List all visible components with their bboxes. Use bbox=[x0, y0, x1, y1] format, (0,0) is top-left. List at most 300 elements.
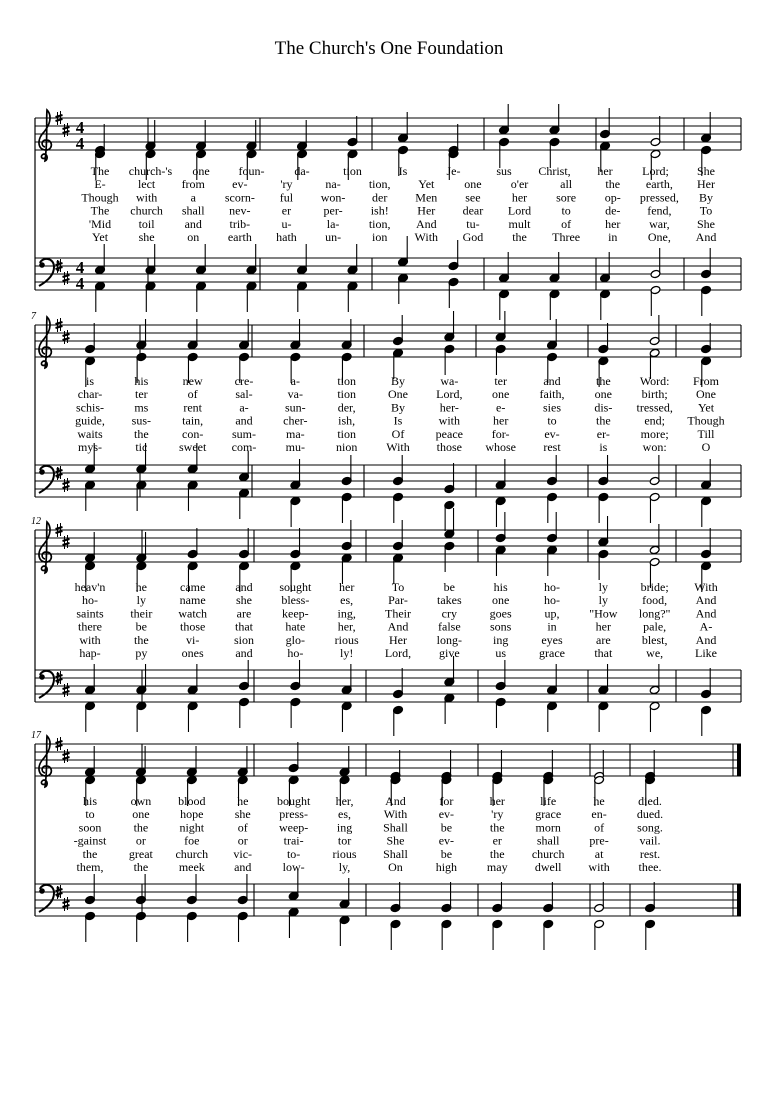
note bbox=[444, 541, 455, 572]
note bbox=[136, 664, 147, 695]
lyric-syllable: cher- bbox=[283, 413, 308, 428]
lyric-syllable: war, bbox=[649, 216, 670, 231]
lyric-syllable: Like bbox=[695, 646, 717, 660]
lyric-syllable: all bbox=[560, 177, 573, 192]
lyric-syllable: waits bbox=[77, 426, 103, 441]
lyric-syllable: on bbox=[187, 230, 200, 244]
note bbox=[598, 455, 609, 486]
note bbox=[145, 120, 156, 151]
lyric-syllable: soon bbox=[78, 820, 102, 835]
note bbox=[393, 520, 404, 551]
lyric-syllable: Word: bbox=[639, 374, 670, 388]
lyric-syllable: be bbox=[443, 580, 455, 594]
lyric-syllable: With bbox=[694, 580, 718, 594]
lyric-syllable: church-'s bbox=[128, 164, 173, 178]
lyric-syllable: there bbox=[78, 619, 102, 634]
lyric-syllable: blest, bbox=[641, 632, 668, 647]
note bbox=[495, 545, 506, 576]
lyric-syllable: grace bbox=[535, 807, 562, 822]
note bbox=[136, 319, 147, 350]
lyric-syllable: Her bbox=[389, 632, 407, 647]
lyric-syllable: up, bbox=[544, 606, 560, 621]
note bbox=[543, 919, 554, 950]
lyric-syllable: thee. bbox=[638, 860, 662, 874]
note bbox=[290, 319, 301, 350]
lyric-syllable: of bbox=[187, 387, 198, 402]
lyric-syllable: or bbox=[135, 833, 146, 848]
note bbox=[645, 882, 656, 913]
time-signature-top: 4 bbox=[75, 258, 85, 277]
lyric-syllable: her bbox=[511, 190, 528, 205]
lyric-syllable: ho- bbox=[82, 593, 98, 608]
note bbox=[543, 882, 554, 913]
lyric-syllable: dis- bbox=[594, 400, 613, 415]
lyric-syllable: To bbox=[391, 580, 405, 594]
note bbox=[441, 919, 452, 950]
bass-staff bbox=[35, 258, 741, 290]
lyric-syllable: un- bbox=[325, 230, 342, 244]
lyric-syllable: she bbox=[234, 807, 251, 822]
lyric-syllable: his bbox=[493, 580, 508, 594]
lyric-syllable: na- bbox=[325, 177, 341, 192]
lyric-syllable: o'er bbox=[510, 177, 529, 192]
lyric-syllable: those bbox=[436, 440, 463, 454]
note bbox=[547, 664, 558, 695]
note bbox=[444, 344, 455, 375]
lyric-syllable: ter bbox=[494, 374, 507, 388]
lyric-syllable: takes bbox=[437, 593, 462, 608]
note bbox=[288, 870, 299, 901]
lyric-syllable: ho- bbox=[544, 593, 560, 608]
lyric-syllable: and bbox=[543, 374, 561, 388]
note bbox=[237, 911, 248, 942]
lyric-syllable: ev- bbox=[232, 177, 248, 192]
lyric-syllable: con- bbox=[182, 426, 204, 441]
lyric-syllable: her bbox=[489, 794, 505, 808]
lyric-syllable: hope bbox=[180, 807, 204, 822]
lyric-syllable: ter bbox=[135, 387, 148, 402]
lyric-syllable: her bbox=[605, 216, 621, 231]
lyric-syllable: a- bbox=[290, 374, 300, 388]
note bbox=[85, 874, 96, 905]
lyric-syllable: And bbox=[695, 593, 717, 608]
note bbox=[649, 524, 660, 555]
note bbox=[85, 532, 96, 563]
note bbox=[237, 746, 248, 777]
lyric-syllable: to- bbox=[286, 846, 301, 861]
note bbox=[499, 104, 510, 135]
lyric-syllable: "How bbox=[589, 606, 618, 621]
lyric-syllable: a bbox=[190, 190, 196, 205]
lyric-syllable: ms bbox=[134, 400, 149, 415]
lyric-syllable: vi- bbox=[185, 632, 200, 647]
lyric-syllable: Though bbox=[81, 190, 119, 205]
lyric-syllable: are bbox=[236, 606, 252, 621]
lyric-syllable: ly bbox=[136, 593, 147, 608]
lyric-syllable: the bbox=[512, 230, 527, 244]
lyric-syllable: the bbox=[133, 860, 149, 874]
lyric-syllable: and bbox=[234, 860, 252, 874]
lyric-syllable: nion bbox=[335, 440, 358, 454]
note bbox=[85, 664, 96, 695]
lyric-syllable: sons bbox=[489, 619, 512, 634]
lyric-syllable: cry bbox=[441, 606, 457, 621]
note bbox=[196, 281, 207, 312]
lyric-syllable: Yet bbox=[697, 400, 715, 415]
note bbox=[393, 668, 404, 699]
hymn-title: The Church's One Foundation bbox=[274, 38, 504, 59]
lyric-syllable: The bbox=[90, 203, 110, 218]
lyric-syllable: Their bbox=[385, 606, 411, 621]
lyric-syllable: dwell bbox=[534, 860, 562, 874]
lyric-syllable: pressed, bbox=[639, 190, 679, 205]
lyric-syllable: hate bbox=[285, 619, 306, 634]
note bbox=[290, 660, 301, 691]
lyric-syllable: Shall bbox=[383, 846, 408, 861]
final-barline bbox=[737, 744, 741, 776]
note bbox=[187, 701, 198, 732]
lyric-syllable: her- bbox=[439, 400, 459, 415]
note bbox=[187, 480, 198, 511]
lyric-syllable: rious bbox=[334, 632, 359, 647]
lyric-syllable: one bbox=[132, 807, 150, 822]
sharp-accidental bbox=[63, 749, 70, 763]
note bbox=[448, 240, 459, 271]
lyric-syllable: She bbox=[697, 216, 715, 231]
note bbox=[246, 120, 257, 151]
note bbox=[85, 323, 96, 354]
lyric-syllable: One bbox=[388, 387, 408, 402]
lyric-syllable: she bbox=[138, 230, 155, 244]
lyric-syllable: fend, bbox=[647, 203, 672, 218]
lyric-syllable: On bbox=[388, 860, 403, 874]
lyric-syllable: ish, bbox=[338, 413, 356, 428]
note bbox=[650, 116, 661, 147]
lyric-syllable: schis- bbox=[76, 400, 104, 415]
lyric-syllable: press- bbox=[279, 807, 308, 822]
lyric-syllable: goes bbox=[489, 606, 512, 621]
lyric-syllable: she bbox=[236, 593, 252, 608]
lyric-syllable: rious bbox=[332, 846, 357, 861]
lyric-syllable: be bbox=[135, 619, 147, 634]
lyric-syllable: la- bbox=[326, 216, 340, 231]
note bbox=[290, 697, 301, 728]
note bbox=[339, 746, 350, 777]
note bbox=[499, 252, 510, 283]
lyric-syllable: peace bbox=[435, 426, 463, 441]
note bbox=[393, 492, 404, 523]
lyric-syllable: ev- bbox=[438, 807, 455, 822]
lyric-syllable: for- bbox=[491, 426, 510, 441]
lyric-syllable: ma- bbox=[286, 426, 305, 441]
lyric-syllable: us bbox=[495, 646, 507, 660]
lyric-syllable: and bbox=[235, 646, 253, 660]
lyric-syllable: tu- bbox=[466, 216, 480, 231]
lyric-syllable: Par- bbox=[388, 593, 408, 608]
note bbox=[495, 311, 506, 342]
lyric-syllable: morn bbox=[535, 820, 561, 835]
lyric-syllable: rest. bbox=[639, 846, 661, 861]
lyric-syllable: in bbox=[608, 230, 618, 244]
lyric-syllable: per- bbox=[323, 203, 343, 218]
lyric-syllable: the bbox=[133, 632, 149, 647]
lyric-syllable: Three bbox=[552, 230, 581, 244]
final-barline bbox=[737, 884, 741, 916]
note bbox=[549, 104, 560, 135]
measure-number: 12 bbox=[31, 516, 41, 527]
lyric-syllable: dear bbox=[462, 203, 484, 218]
note bbox=[393, 455, 404, 486]
note bbox=[444, 656, 455, 687]
lyric-syllable: Till bbox=[697, 426, 715, 441]
lyric-syllable: mu- bbox=[285, 440, 306, 454]
lyric-syllable: false bbox=[438, 619, 461, 634]
lyric-syllable: ones bbox=[181, 646, 204, 660]
lyric-syllable: with bbox=[135, 190, 158, 205]
note bbox=[398, 273, 409, 304]
lyric-syllable: ing, bbox=[337, 606, 356, 621]
note bbox=[701, 248, 712, 279]
lyric-syllable: at bbox=[594, 846, 604, 861]
note bbox=[549, 289, 560, 320]
lyric-syllable: give bbox=[438, 646, 460, 660]
lyric-syllable: Shall bbox=[383, 820, 408, 835]
lyric-syllable: wa- bbox=[440, 374, 459, 388]
lyric-syllable: der bbox=[372, 190, 388, 205]
note bbox=[600, 289, 611, 320]
lyric-syllable: long- bbox=[436, 632, 463, 647]
lyric-syllable: sum- bbox=[232, 426, 256, 441]
note bbox=[547, 455, 558, 486]
note bbox=[136, 480, 147, 511]
note bbox=[186, 911, 197, 942]
note bbox=[448, 277, 459, 308]
note bbox=[237, 874, 248, 905]
lyric-syllable: tion bbox=[343, 164, 362, 178]
lyric-syllable: Yet bbox=[418, 177, 435, 192]
lyric-syllable: hap- bbox=[79, 646, 101, 660]
lyric-syllable: he bbox=[237, 794, 249, 808]
lyric-syllable: Her bbox=[697, 177, 715, 192]
lyric-syllable: rent bbox=[183, 400, 202, 415]
note bbox=[701, 112, 712, 143]
lyric-syllable: tion bbox=[337, 387, 357, 402]
lyric-syllable: tor bbox=[337, 833, 352, 848]
note bbox=[594, 882, 605, 913]
note bbox=[187, 528, 198, 559]
lyric-syllable: pale, bbox=[643, 619, 667, 634]
note bbox=[650, 248, 661, 279]
lyric-syllable: char- bbox=[77, 387, 103, 402]
lyric-syllable: shall bbox=[181, 203, 205, 218]
lyric-syllable: ly bbox=[598, 580, 609, 594]
note bbox=[645, 919, 656, 950]
lyric-syllable: And bbox=[695, 230, 717, 244]
lyric-syllable: one bbox=[594, 387, 612, 402]
lyric-syllable: sore bbox=[556, 190, 577, 205]
lyric-syllable: sweet bbox=[179, 440, 207, 454]
lyric-syllable: u- bbox=[281, 216, 292, 231]
lyric-syllable: came bbox=[180, 580, 206, 594]
lyric-syllable: night bbox=[179, 820, 205, 835]
note bbox=[649, 492, 660, 523]
lyric-syllable: Of bbox=[391, 426, 405, 441]
lyric-syllable: E- bbox=[94, 177, 106, 192]
lyric-syllable: sun- bbox=[284, 400, 306, 415]
lyric-syllable: the bbox=[133, 426, 149, 441]
lyric-syllable: tain, bbox=[182, 413, 204, 428]
lyric-syllable: er bbox=[281, 203, 292, 218]
bass-staff bbox=[35, 670, 741, 702]
lyric-syllable: those bbox=[179, 619, 206, 634]
note bbox=[390, 882, 401, 913]
measure-number: 7 bbox=[31, 311, 36, 322]
lyric-syllable: more; bbox=[640, 426, 669, 441]
note bbox=[347, 244, 358, 275]
lyric-syllable: song. bbox=[637, 820, 663, 835]
lyric-syllable: py bbox=[135, 646, 148, 660]
lyric-syllable: to bbox=[85, 807, 95, 822]
lyric-syllable: eyes bbox=[541, 632, 563, 647]
lyric-syllable: low- bbox=[282, 860, 305, 874]
lyric-syllable: church bbox=[175, 846, 209, 861]
lyric-syllable: faith, bbox=[539, 387, 565, 402]
note bbox=[288, 907, 299, 938]
lyric-syllable: op- bbox=[604, 190, 621, 205]
lyric-syllable: is bbox=[599, 440, 608, 454]
note bbox=[649, 315, 660, 346]
lyric-syllable: whose bbox=[485, 440, 517, 454]
note bbox=[288, 742, 299, 773]
system-1 bbox=[35, 104, 741, 320]
note bbox=[187, 319, 198, 350]
lyric-syllable: meek bbox=[178, 860, 205, 874]
lyric-syllable: sion bbox=[233, 632, 255, 647]
lyric-syllable: may bbox=[486, 860, 508, 874]
lyric-syllable: with bbox=[438, 413, 461, 428]
lyric-syllable: sought bbox=[279, 580, 312, 594]
lyric-syllable: Is bbox=[393, 413, 403, 428]
lyric-syllable: his bbox=[82, 794, 98, 808]
sharp-accidental bbox=[63, 330, 70, 344]
note bbox=[495, 660, 506, 691]
lyric-syllable: O bbox=[701, 440, 711, 454]
lyric-syllable: life bbox=[540, 794, 557, 808]
note bbox=[594, 919, 605, 950]
system-4 bbox=[31, 730, 741, 950]
lyric-syllable: bought bbox=[276, 794, 311, 808]
lyric-syllable: and bbox=[235, 413, 253, 428]
lyric-syllable: and bbox=[184, 216, 202, 231]
lyric-syllable: pre- bbox=[589, 833, 609, 848]
note bbox=[85, 480, 96, 511]
sharp-accidental bbox=[63, 683, 70, 697]
sharp-accidental bbox=[63, 897, 70, 911]
lyric-syllable: nev- bbox=[229, 203, 251, 218]
lyric-syllable: Lord, bbox=[436, 387, 463, 402]
lyric-syllable: earth bbox=[227, 230, 252, 244]
note bbox=[145, 244, 156, 275]
lyric-syllable: her bbox=[595, 619, 611, 634]
lyric-syllable: for bbox=[439, 794, 454, 808]
lyric-syllable: trib- bbox=[229, 216, 251, 231]
note bbox=[85, 701, 96, 732]
lyric-syllable: blood bbox=[178, 794, 206, 808]
treble-staff bbox=[35, 325, 741, 357]
lyric-syllable: earth, bbox=[645, 177, 673, 192]
lyric-syllable: hath bbox=[276, 230, 297, 244]
lyric-syllable: sus- bbox=[131, 413, 152, 428]
lyric-syllable: Je- bbox=[446, 164, 461, 178]
lyric-syllable: ho- bbox=[287, 646, 304, 660]
note bbox=[495, 459, 506, 490]
lyric-syllable: By bbox=[390, 374, 406, 388]
lyric-syllable: weep- bbox=[278, 820, 309, 835]
note bbox=[339, 878, 350, 909]
lyric-syllable: guide, bbox=[75, 413, 105, 428]
lyric-syllable: es, bbox=[340, 593, 354, 608]
lyric-syllable: ful bbox=[279, 190, 294, 205]
system-2 bbox=[31, 311, 741, 531]
lyric-syllable: her bbox=[597, 164, 613, 178]
lyric-syllable: of bbox=[561, 216, 572, 231]
lyric-syllable: bride; bbox=[640, 580, 669, 594]
note bbox=[341, 319, 352, 350]
note bbox=[297, 244, 308, 275]
note bbox=[297, 281, 308, 312]
lyric-syllable: er- bbox=[596, 426, 610, 441]
note bbox=[136, 532, 147, 563]
note bbox=[341, 520, 352, 551]
lyric-syllable: that bbox=[594, 646, 613, 660]
lyric-syllable: and bbox=[235, 580, 253, 594]
note bbox=[701, 285, 712, 316]
lyric-syllable: birth; bbox=[641, 387, 668, 402]
lyric-syllable: bless- bbox=[281, 593, 310, 608]
lyric-syllable: Yet bbox=[91, 230, 109, 244]
lyric-syllable: vail. bbox=[639, 833, 661, 848]
lyric-syllable: -gainst bbox=[73, 833, 107, 848]
lyric-syllable: the bbox=[595, 374, 611, 388]
lyric-syllable: tion, bbox=[368, 177, 391, 192]
lyric-syllable: to bbox=[547, 413, 557, 428]
lyric-syllable: From bbox=[692, 374, 720, 388]
lyric-syllable: ly, bbox=[338, 860, 351, 874]
time-signature-bottom: 4 bbox=[75, 134, 85, 153]
lyric-syllable: cre- bbox=[234, 374, 254, 388]
lyric-syllable: that bbox=[235, 619, 253, 634]
lyric-syllable: one bbox=[492, 387, 510, 402]
note bbox=[341, 701, 352, 732]
lyric-syllable: Lord; bbox=[642, 164, 669, 178]
note bbox=[398, 112, 409, 143]
note bbox=[290, 528, 301, 559]
lyric-syllable: in bbox=[547, 619, 557, 634]
lyric-syllable: With bbox=[383, 807, 408, 822]
lyric-syllable: of bbox=[594, 820, 605, 835]
note bbox=[495, 697, 506, 728]
lyric-syllable: va- bbox=[287, 387, 303, 402]
sharp-accidental bbox=[63, 271, 70, 285]
note bbox=[239, 660, 250, 691]
lyric-syllable: dued. bbox=[636, 807, 664, 822]
note bbox=[186, 874, 197, 905]
lyric-syllable: Is bbox=[398, 164, 408, 178]
lyric-syllable: high bbox=[435, 860, 458, 874]
lyric-syllable: tressed, bbox=[636, 400, 673, 415]
lyric-syllable: or bbox=[237, 833, 248, 848]
lyric-syllable: lect bbox=[137, 177, 156, 192]
